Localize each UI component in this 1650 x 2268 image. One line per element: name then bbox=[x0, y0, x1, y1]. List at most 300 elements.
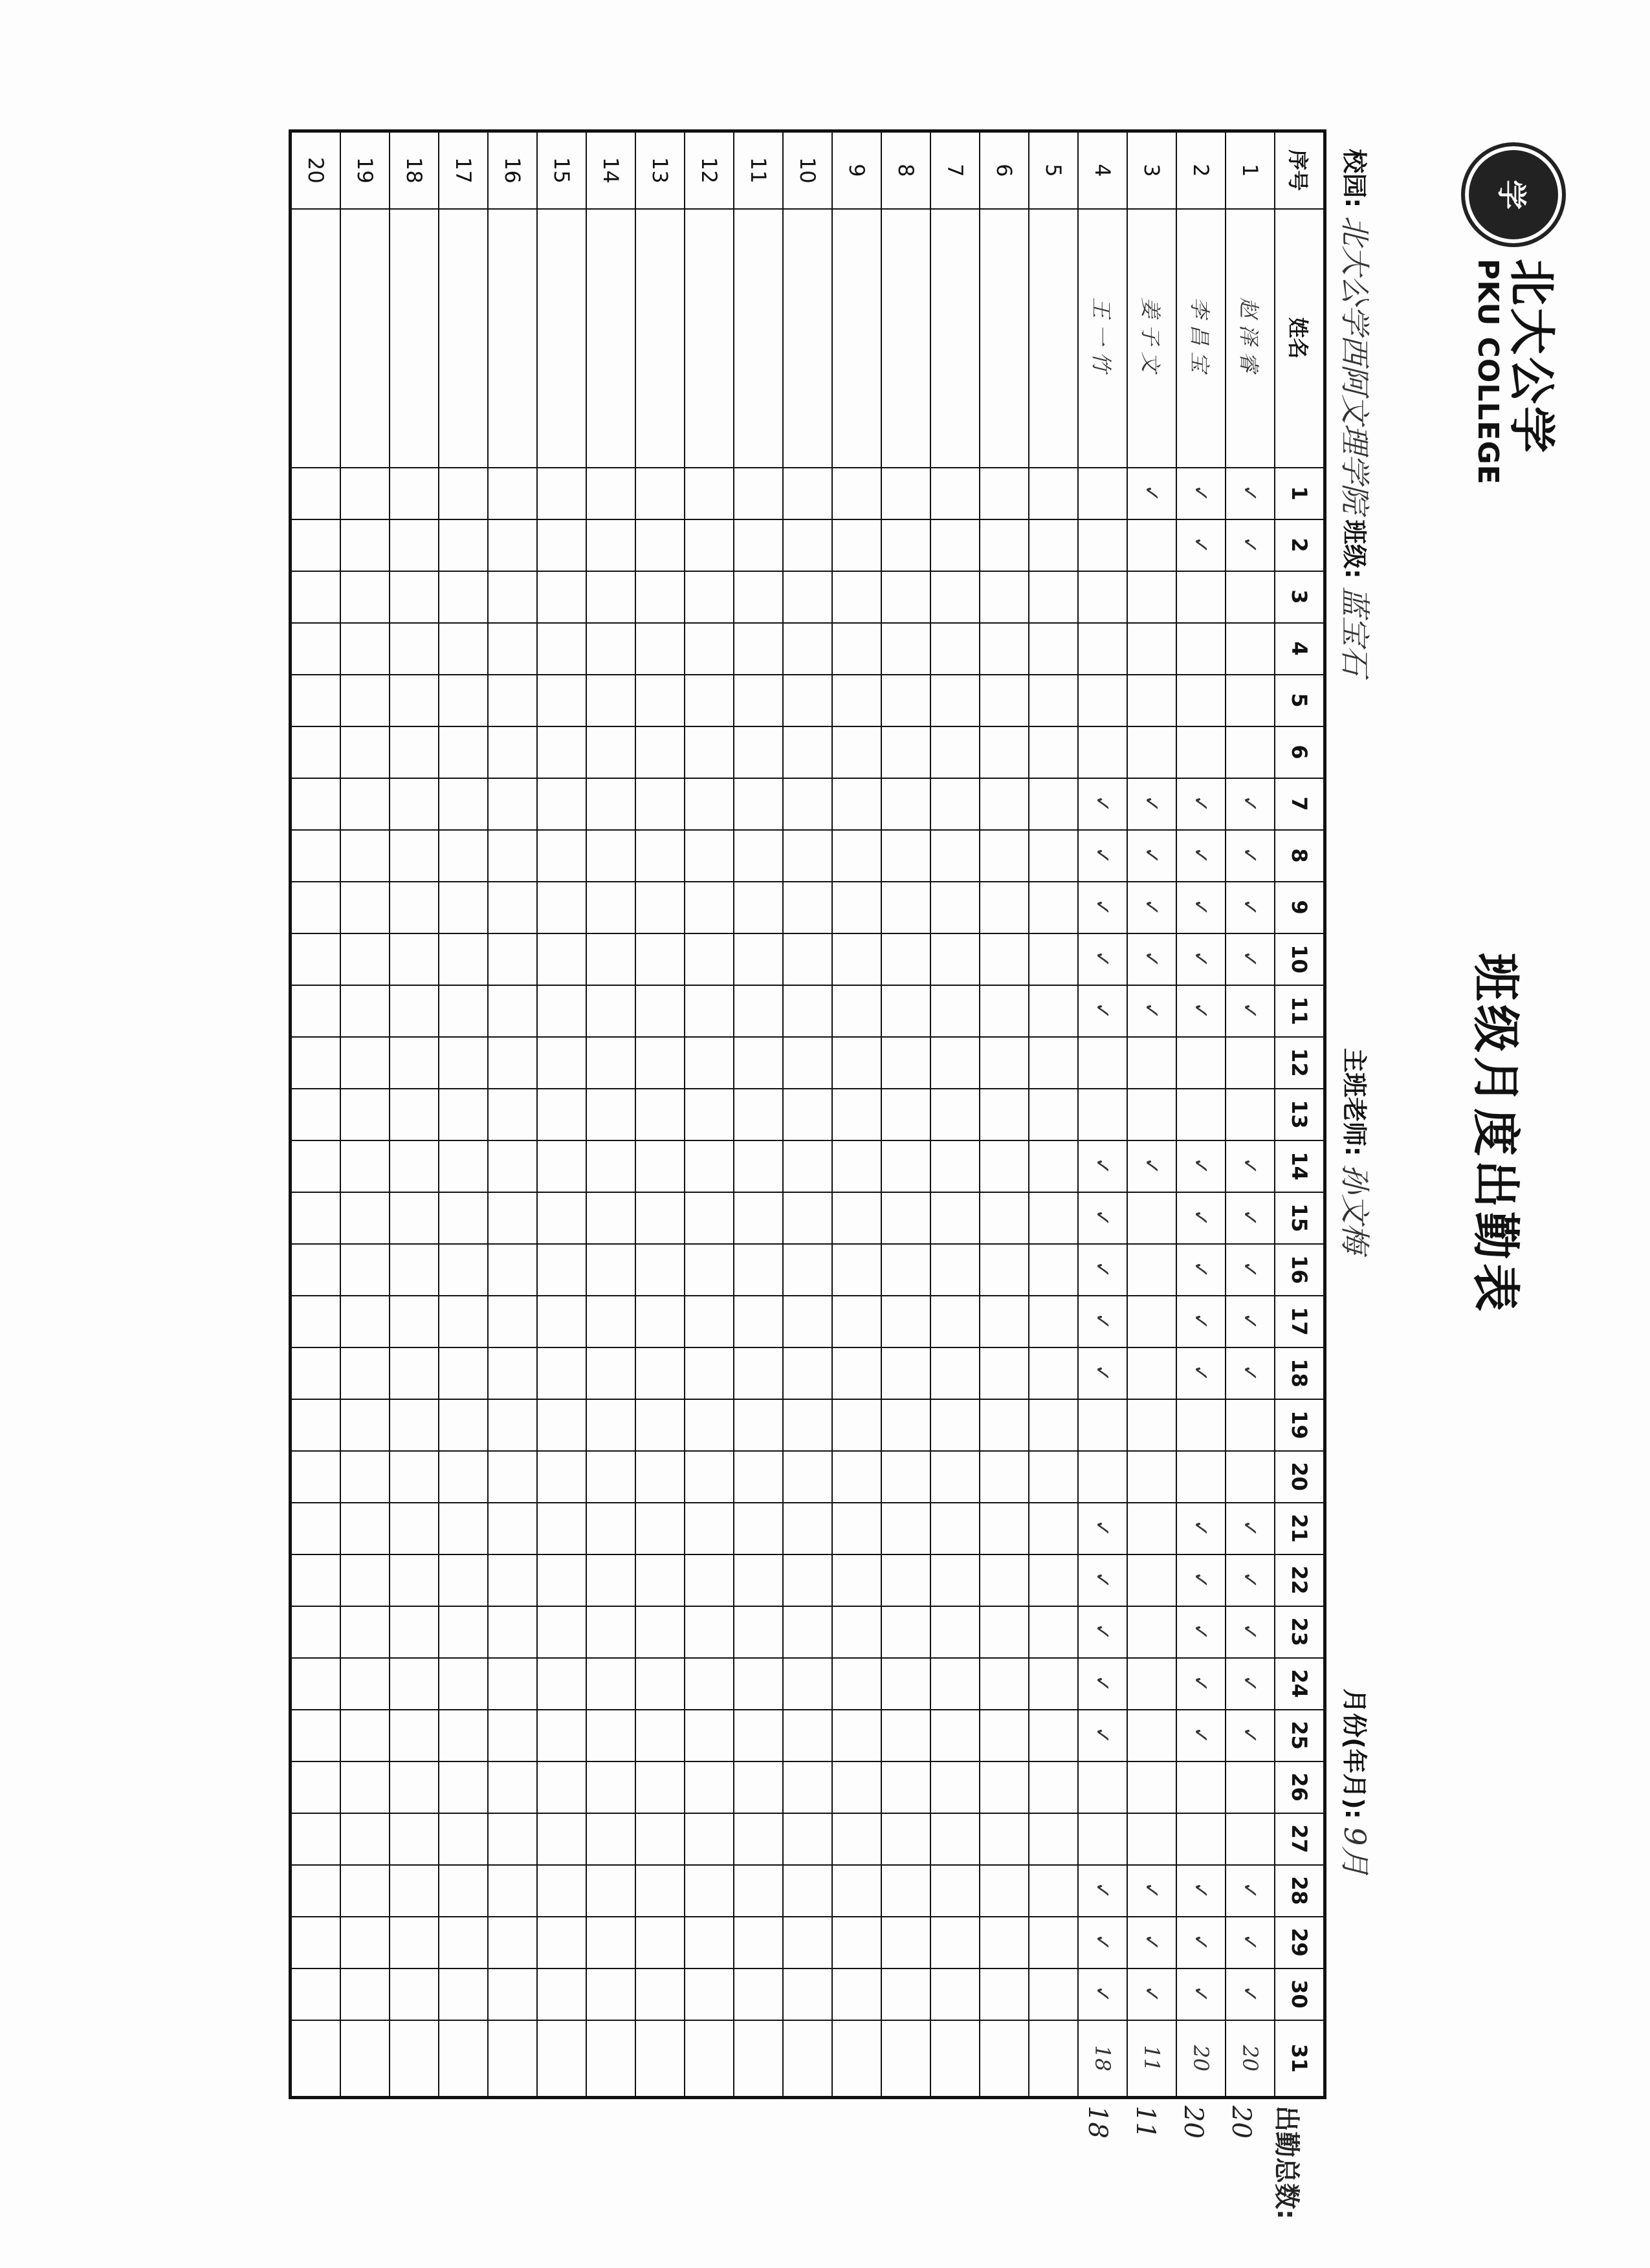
header-day-5: 5 bbox=[1275, 675, 1325, 726]
attendance-cell bbox=[783, 1451, 832, 1503]
row-seq: 16 bbox=[488, 131, 537, 209]
check-mark-icon: ✓ bbox=[1226, 1347, 1275, 1399]
attendance-cell bbox=[1078, 468, 1127, 519]
attendance-cell bbox=[685, 1917, 734, 1968]
attendance-cell bbox=[488, 623, 537, 675]
check-mark-icon: ✓ bbox=[1176, 1554, 1226, 1606]
header-day-7: 7 bbox=[1275, 778, 1325, 830]
attendance-cell bbox=[930, 1399, 980, 1451]
attendance-cell bbox=[537, 882, 586, 933]
attendance-cell bbox=[881, 1140, 930, 1192]
check-mark-icon: ✓ bbox=[1176, 1296, 1226, 1347]
attendance-cell bbox=[390, 519, 439, 571]
attendance-table bbox=[289, 129, 1326, 2099]
attendance-cell bbox=[980, 1968, 1029, 2020]
attendance-cell bbox=[291, 1761, 341, 1813]
attendance-cell bbox=[635, 1710, 685, 1761]
check-mark-icon: ✓ bbox=[1176, 933, 1226, 985]
attendance-cell bbox=[635, 1347, 685, 1399]
attendance-cell bbox=[881, 1865, 930, 1917]
attendance-cell bbox=[980, 1813, 1029, 1865]
check-mark-icon: ✓ bbox=[1226, 1296, 1275, 1347]
attendance-cell bbox=[488, 468, 537, 519]
attendance-cell bbox=[291, 882, 341, 933]
check-mark-icon: ✓ bbox=[1176, 1503, 1226, 1554]
attendance-cell bbox=[340, 1347, 390, 1399]
attendance-cell bbox=[1029, 1244, 1078, 1296]
attendance-cell bbox=[881, 1813, 930, 1865]
attendance-cell bbox=[1029, 675, 1078, 726]
attendance-cell bbox=[439, 1865, 488, 1917]
header-day-24: 24 bbox=[1275, 1658, 1325, 1710]
header-day-13: 13 bbox=[1275, 1089, 1325, 1140]
attendance-cell bbox=[291, 726, 341, 778]
attendance-cell bbox=[980, 1399, 1029, 1451]
attendance-cell bbox=[881, 1968, 930, 2020]
attendance-cell bbox=[340, 519, 390, 571]
attendance-cell bbox=[635, 726, 685, 778]
table-row bbox=[1127, 131, 1176, 2098]
attendance-cell bbox=[635, 1865, 685, 1917]
attendance-cell bbox=[586, 1192, 635, 1244]
attendance-cell bbox=[586, 1037, 635, 1089]
student-name bbox=[930, 209, 980, 468]
attendance-cell bbox=[685, 1503, 734, 1554]
table-row bbox=[291, 131, 341, 2098]
attendance-cell bbox=[783, 726, 832, 778]
row-seq: 19 bbox=[340, 131, 390, 209]
attendance-cell bbox=[1029, 1865, 1078, 1917]
student-name: 赵泽睿 bbox=[1226, 209, 1275, 468]
attendance-cell bbox=[1078, 1037, 1127, 1089]
attendance-cell bbox=[832, 985, 881, 1037]
check-mark-icon: ✓ bbox=[1127, 778, 1176, 830]
attendance-cell bbox=[881, 1503, 930, 1554]
attendance-cell bbox=[537, 1968, 586, 2020]
attendance-cell bbox=[1029, 1606, 1078, 1658]
attendance-cell bbox=[439, 1968, 488, 2020]
attendance-cell bbox=[685, 1399, 734, 1451]
row-seq: 1 bbox=[1226, 131, 1275, 209]
attendance-cell bbox=[635, 468, 685, 519]
row-total: 20 bbox=[1176, 2020, 1226, 2098]
attendance-cell bbox=[832, 1140, 881, 1192]
attendance-cell bbox=[685, 1710, 734, 1761]
check-mark-icon: ✓ bbox=[1127, 1140, 1176, 1192]
attendance-cell bbox=[439, 1037, 488, 1089]
header-day-29: 29 bbox=[1275, 1917, 1325, 1968]
attendance-cell bbox=[586, 1658, 635, 1710]
header-day-28: 28 bbox=[1275, 1865, 1325, 1917]
attendance-cell bbox=[734, 1658, 783, 1710]
attendance-cell bbox=[291, 1347, 341, 1399]
table-header-row bbox=[1275, 131, 1325, 2098]
attendance-cell bbox=[1127, 1347, 1176, 1399]
attendance-cell bbox=[1127, 1503, 1176, 1554]
attendance-cell bbox=[930, 1503, 980, 1554]
header-day-10: 10 bbox=[1275, 933, 1325, 985]
attendance-cell bbox=[537, 519, 586, 571]
attendance-cell bbox=[390, 1710, 439, 1761]
attendance-cell bbox=[1176, 675, 1226, 726]
attendance-cell bbox=[783, 1917, 832, 1968]
check-mark-icon: ✓ bbox=[1078, 830, 1127, 882]
attendance-cell bbox=[832, 623, 881, 675]
campus-label: 校园: bbox=[1340, 149, 1369, 208]
attendance-cell bbox=[439, 726, 488, 778]
attendance-cell bbox=[340, 778, 390, 830]
attendance-cell bbox=[635, 1606, 685, 1658]
attendance-cell bbox=[390, 1761, 439, 1813]
attendance-cell bbox=[1226, 726, 1275, 778]
attendance-cell bbox=[488, 985, 537, 1037]
attendance-cell bbox=[734, 830, 783, 882]
header-name: 姓名 bbox=[1275, 209, 1325, 468]
attendance-cell bbox=[1029, 1140, 1078, 1192]
attendance-cell bbox=[832, 778, 881, 830]
attendance-cell bbox=[930, 1865, 980, 1917]
attendance-cell bbox=[980, 1296, 1029, 1347]
attendance-cell bbox=[980, 1244, 1029, 1296]
student-name bbox=[980, 209, 1029, 468]
attendance-cell bbox=[980, 1192, 1029, 1244]
attendance-cell bbox=[635, 1192, 685, 1244]
check-mark-icon: ✓ bbox=[1176, 830, 1226, 882]
attendance-cell bbox=[488, 519, 537, 571]
attendance-cell bbox=[930, 1192, 980, 1244]
attendance-cell bbox=[390, 985, 439, 1037]
table-row bbox=[586, 131, 635, 2098]
attendance-cell bbox=[1127, 571, 1176, 623]
campus-value: 北大公学西阿文理学院 bbox=[1337, 215, 1372, 514]
attendance-cell bbox=[291, 1399, 341, 1451]
attendance-cell bbox=[1226, 1089, 1275, 1140]
attendance-cell bbox=[734, 1451, 783, 1503]
attendance-cell bbox=[734, 1917, 783, 1968]
attendance-cell bbox=[930, 623, 980, 675]
attendance-cell bbox=[881, 1710, 930, 1761]
attendance-cell bbox=[980, 1554, 1029, 1606]
attendance-cell bbox=[586, 882, 635, 933]
attendance-cell bbox=[291, 675, 341, 726]
student-name bbox=[1029, 209, 1078, 468]
attendance-cell bbox=[1029, 1347, 1078, 1399]
attendance-cell bbox=[980, 1761, 1029, 1813]
check-mark-icon: ✓ bbox=[1078, 1968, 1127, 2020]
attendance-cell bbox=[881, 1089, 930, 1140]
attendance-cell bbox=[832, 1554, 881, 1606]
attendance-cell bbox=[832, 1089, 881, 1140]
attendance-cell bbox=[537, 830, 586, 882]
attendance-cell bbox=[930, 1813, 980, 1865]
attendance-cell bbox=[980, 623, 1029, 675]
attendance-cell bbox=[586, 830, 635, 882]
header-day-21: 21 bbox=[1275, 1503, 1325, 1554]
attendance-cell bbox=[1176, 1037, 1226, 1089]
side-note-value: 20 bbox=[1226, 2106, 1256, 2139]
attendance-cell bbox=[537, 1710, 586, 1761]
attendance-cell bbox=[340, 1503, 390, 1554]
attendance-cell bbox=[439, 1710, 488, 1761]
attendance-cell bbox=[488, 726, 537, 778]
attendance-cell bbox=[439, 778, 488, 830]
attendance-cell bbox=[930, 1761, 980, 1813]
attendance-cell bbox=[340, 1761, 390, 1813]
attendance-cell bbox=[488, 1813, 537, 1865]
attendance-cell bbox=[340, 1451, 390, 1503]
attendance-cell bbox=[635, 1968, 685, 2020]
row-seq: 17 bbox=[439, 131, 488, 209]
row-total: 11 bbox=[1127, 2020, 1176, 2098]
attendance-cell bbox=[537, 1554, 586, 1606]
attendance-cell bbox=[832, 1296, 881, 1347]
attendance-cell bbox=[291, 830, 341, 882]
attendance-cell bbox=[832, 1917, 881, 1968]
check-mark-icon: ✓ bbox=[1078, 882, 1127, 933]
attendance-cell bbox=[1029, 623, 1078, 675]
attendance-cell bbox=[390, 1813, 439, 1865]
attendance-cell bbox=[586, 726, 635, 778]
attendance-cell bbox=[783, 1089, 832, 1140]
attendance-cell bbox=[291, 1451, 341, 1503]
attendance-cell bbox=[734, 933, 783, 985]
attendance-cell bbox=[783, 571, 832, 623]
attendance-cell bbox=[881, 1554, 930, 1606]
row-total bbox=[734, 2020, 783, 2098]
attendance-cell bbox=[537, 468, 586, 519]
attendance-cell bbox=[291, 1037, 341, 1089]
attendance-cell bbox=[488, 1761, 537, 1813]
check-mark-icon: ✓ bbox=[1226, 1658, 1275, 1710]
check-mark-icon: ✓ bbox=[1226, 1865, 1275, 1917]
check-mark-icon: ✓ bbox=[1078, 1503, 1127, 1554]
attendance-cell bbox=[586, 1606, 635, 1658]
attendance-cell bbox=[980, 1089, 1029, 1140]
attendance-cell bbox=[783, 1347, 832, 1399]
teacher-field bbox=[1336, 1048, 1378, 1253]
attendance-cell bbox=[980, 1347, 1029, 1399]
attendance-cell bbox=[390, 1503, 439, 1554]
attendance-cell bbox=[734, 1296, 783, 1347]
attendance-cell bbox=[734, 675, 783, 726]
attendance-cell bbox=[685, 1347, 734, 1399]
attendance-cell bbox=[340, 1710, 390, 1761]
attendance-cell bbox=[881, 1917, 930, 1968]
check-mark-icon: ✓ bbox=[1078, 1710, 1127, 1761]
attendance-cell bbox=[734, 1140, 783, 1192]
attendance-cell bbox=[1176, 1761, 1226, 1813]
header-day-19: 19 bbox=[1275, 1399, 1325, 1451]
attendance-cell bbox=[635, 933, 685, 985]
brand-chinese: 北大公学 bbox=[1504, 259, 1560, 456]
attendance-cell bbox=[734, 1813, 783, 1865]
attendance-cell bbox=[537, 1244, 586, 1296]
attendance-cell bbox=[881, 1037, 930, 1089]
student-name: 李昌宝 bbox=[1176, 209, 1226, 468]
header-day-1: 1 bbox=[1275, 468, 1325, 519]
attendance-cell bbox=[439, 1554, 488, 1606]
check-mark-icon: ✓ bbox=[1078, 1296, 1127, 1347]
attendance-cell bbox=[439, 1244, 488, 1296]
check-mark-icon: ✓ bbox=[1226, 985, 1275, 1037]
attendance-cell bbox=[586, 1503, 635, 1554]
attendance-cell bbox=[488, 933, 537, 985]
attendance-cell bbox=[390, 1554, 439, 1606]
attendance-cell bbox=[980, 675, 1029, 726]
row-seq: 8 bbox=[881, 131, 930, 209]
attendance-cell bbox=[340, 1037, 390, 1089]
attendance-cell bbox=[832, 468, 881, 519]
attendance-cell bbox=[635, 1761, 685, 1813]
attendance-cell bbox=[586, 1761, 635, 1813]
attendance-cell bbox=[832, 933, 881, 985]
attendance-cell bbox=[439, 933, 488, 985]
student-name bbox=[832, 209, 881, 468]
attendance-cell bbox=[930, 1917, 980, 1968]
attendance-cell bbox=[685, 675, 734, 726]
attendance-cell bbox=[930, 675, 980, 726]
attendance-cell bbox=[488, 1399, 537, 1451]
attendance-cell bbox=[488, 675, 537, 726]
attendance-cell bbox=[783, 933, 832, 985]
attendance-cell bbox=[390, 675, 439, 726]
attendance-cell bbox=[783, 1296, 832, 1347]
attendance-cell bbox=[1226, 1037, 1275, 1089]
header-day-4: 4 bbox=[1275, 623, 1325, 675]
attendance-cell bbox=[685, 1451, 734, 1503]
attendance-cell bbox=[390, 933, 439, 985]
attendance-cell bbox=[685, 1244, 734, 1296]
attendance-cell bbox=[537, 1451, 586, 1503]
attendance-cell bbox=[685, 1192, 734, 1244]
attendance-cell bbox=[635, 1503, 685, 1554]
check-mark-icon: ✓ bbox=[1078, 1347, 1127, 1399]
attendance-cell bbox=[783, 882, 832, 933]
attendance-cell bbox=[291, 1865, 341, 1917]
attendance-cell bbox=[881, 1658, 930, 1710]
table-row bbox=[930, 131, 980, 2098]
attendance-cell bbox=[783, 778, 832, 830]
row-total bbox=[1029, 2020, 1078, 2098]
attendance-cell bbox=[340, 726, 390, 778]
attendance-cell bbox=[685, 882, 734, 933]
row-seq: 18 bbox=[390, 131, 439, 209]
table-row bbox=[635, 131, 685, 2098]
attendance-cell bbox=[1127, 1037, 1176, 1089]
row-seq: 9 bbox=[832, 131, 881, 209]
attendance-cell bbox=[1127, 1761, 1176, 1813]
check-mark-icon: ✓ bbox=[1226, 1244, 1275, 1296]
attendance-cell bbox=[635, 1244, 685, 1296]
attendance-cell bbox=[930, 1037, 980, 1089]
attendance-cell bbox=[734, 1554, 783, 1606]
attendance-cell bbox=[340, 1244, 390, 1296]
attendance-cell bbox=[291, 1917, 341, 1968]
header-day-6: 6 bbox=[1275, 726, 1325, 778]
table-row bbox=[734, 131, 783, 2098]
attendance-cell bbox=[291, 1244, 341, 1296]
attendance-cell bbox=[930, 1296, 980, 1347]
month-value: 9月 bbox=[1337, 1826, 1372, 1876]
attendance-cell bbox=[488, 1503, 537, 1554]
attendance-cell bbox=[930, 933, 980, 985]
attendance-cell bbox=[1127, 1244, 1176, 1296]
attendance-cell bbox=[586, 1089, 635, 1140]
attendance-cell bbox=[832, 726, 881, 778]
campus-class-field bbox=[1336, 149, 1378, 675]
attendance-cell bbox=[439, 571, 488, 623]
check-mark-icon: ✓ bbox=[1226, 1503, 1275, 1554]
table-row bbox=[537, 131, 586, 2098]
row-total bbox=[291, 2020, 341, 2098]
attendance-cell bbox=[291, 1813, 341, 1865]
attendance-cell bbox=[390, 1037, 439, 1089]
attendance-cell bbox=[537, 675, 586, 726]
attendance-cell bbox=[635, 778, 685, 830]
row-seq: 12 bbox=[685, 131, 734, 209]
attendance-cell bbox=[734, 623, 783, 675]
attendance-cell bbox=[1127, 1554, 1176, 1606]
attendance-cell bbox=[635, 1451, 685, 1503]
row-seq: 20 bbox=[291, 131, 341, 209]
check-mark-icon: ✓ bbox=[1176, 468, 1226, 519]
attendance-cell bbox=[1029, 468, 1078, 519]
attendance-cell bbox=[881, 1761, 930, 1813]
attendance-cell bbox=[340, 1813, 390, 1865]
attendance-cell bbox=[586, 985, 635, 1037]
attendance-cell bbox=[586, 675, 635, 726]
check-mark-icon: ✓ bbox=[1226, 1192, 1275, 1244]
attendance-cell bbox=[586, 1140, 635, 1192]
attendance-cell bbox=[685, 985, 734, 1037]
attendance-cell bbox=[439, 1813, 488, 1865]
attendance-cell bbox=[1226, 1761, 1275, 1813]
attendance-cell bbox=[390, 1658, 439, 1710]
row-seq: 11 bbox=[734, 131, 783, 209]
attendance-cell bbox=[586, 1399, 635, 1451]
row-seq: 6 bbox=[980, 131, 1029, 209]
attendance-cell bbox=[488, 778, 537, 830]
attendance-cell bbox=[1029, 519, 1078, 571]
attendance-cell bbox=[586, 623, 635, 675]
attendance-cell bbox=[537, 571, 586, 623]
attendance-cell bbox=[537, 985, 586, 1037]
attendance-cell bbox=[390, 1192, 439, 1244]
attendance-cell bbox=[783, 1606, 832, 1658]
attendance-cell bbox=[734, 1606, 783, 1658]
row-total bbox=[635, 2020, 685, 2098]
row-total bbox=[488, 2020, 537, 2098]
attendance-cell bbox=[390, 1606, 439, 1658]
attendance-cell bbox=[1078, 1451, 1127, 1503]
attendance-cell bbox=[1176, 1451, 1226, 1503]
check-mark-icon: ✓ bbox=[1078, 1192, 1127, 1244]
row-seq: 13 bbox=[635, 131, 685, 209]
attendance-cell bbox=[586, 1451, 635, 1503]
attendance-cell bbox=[1029, 1296, 1078, 1347]
attendance-cell bbox=[291, 1606, 341, 1658]
attendance-cell bbox=[930, 571, 980, 623]
attendance-cell bbox=[685, 571, 734, 623]
brand-english: PKU COLLEGE bbox=[1471, 259, 1505, 485]
month-field bbox=[1336, 1688, 1378, 1875]
check-mark-icon: ✓ bbox=[1176, 882, 1226, 933]
attendance-cell bbox=[930, 726, 980, 778]
attendance-cell bbox=[1029, 1399, 1078, 1451]
attendance-cell bbox=[1226, 675, 1275, 726]
attendance-cell bbox=[439, 1658, 488, 1710]
attendance-cell bbox=[881, 1451, 930, 1503]
